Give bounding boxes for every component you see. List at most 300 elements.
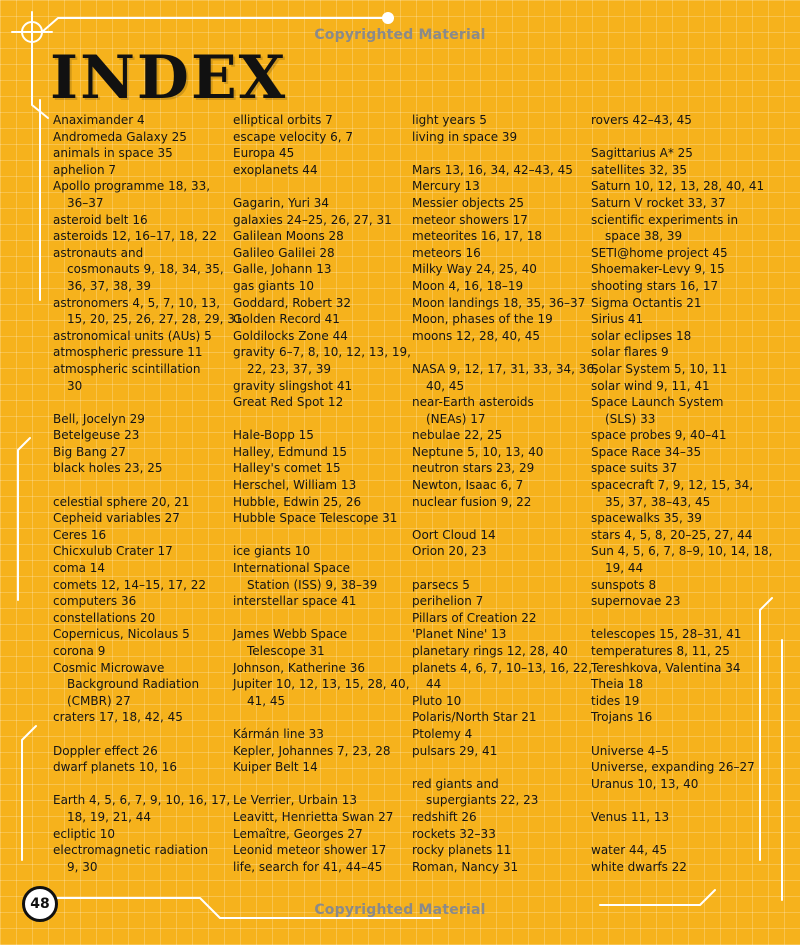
index-entry: [591, 261, 767, 278]
index-entry-text: Copernicus, Nicolaus 5: [53, 627, 190, 642]
index-entry-text: Mars 13, 16, 34, 42–43, 45: [412, 162, 573, 177]
index-entry: [233, 792, 409, 809]
index-entry: [412, 278, 588, 295]
index-entry-text: Great Red Spot 12: [233, 395, 344, 410]
index-entry: [591, 460, 767, 477]
index-entry: [591, 626, 767, 643]
index-entry: [412, 195, 588, 212]
index-entry: [233, 427, 409, 444]
index-entry: [53, 626, 229, 643]
index-entry: [591, 593, 767, 610]
index-entry-text: Sun 4, 5, 6, 7, 8–9, 10, 14, 18,: [591, 544, 773, 559]
index-entry: [591, 477, 767, 510]
index-entry-text: ecliptic 10: [53, 826, 115, 841]
index-entry: [53, 543, 229, 560]
letter-group-gap: [233, 527, 409, 544]
index-entry: [412, 660, 593, 693]
index-entry: [591, 842, 767, 859]
index-entry: [53, 212, 229, 229]
index-entry: [412, 693, 588, 710]
index-entry-text: solar eclipses 18: [591, 328, 692, 343]
index-entry: [233, 162, 409, 179]
index-entry-text: Space Launch System: [591, 395, 724, 410]
index-entry-continuation: 36–37: [67, 195, 104, 210]
index-entry: [233, 759, 409, 776]
index-column-1: [53, 112, 243, 875]
index-entry-text: astronomical units (AUs) 5: [53, 328, 212, 343]
index-entry-text: Tereshkova, Valentina 34: [591, 660, 741, 675]
index-entry-continuation: (SLS) 33: [605, 411, 656, 426]
index-entry-text: aphelion 7: [53, 162, 117, 177]
letter-group-gap: [53, 776, 229, 793]
index-entry-text: Goldilocks Zone 44: [233, 328, 348, 343]
index-entry-text: Kármán line 33: [233, 726, 324, 741]
index-entry-text: Polaris/North Star 21: [412, 710, 537, 725]
index-entry-text: satellites 32, 35: [591, 162, 688, 177]
index-entry: [412, 527, 588, 544]
index-entry-text: life, search for 41, 44–45: [233, 859, 383, 874]
index-entry-text: Neptune 5, 10, 13, 40: [412, 444, 544, 459]
index-entry: [53, 344, 229, 361]
letter-group-gap: [591, 826, 767, 843]
index-entry: [53, 295, 243, 328]
index-entry-text: planetary rings 12, 28, 40: [412, 644, 568, 658]
index-entry-continuation: 18, 19, 21, 44: [67, 809, 151, 824]
index-entry: [591, 178, 767, 195]
index-entry-text: temperatures 8, 11, 25: [591, 644, 730, 658]
letter-group-gap: [591, 726, 767, 743]
index-entry-text: redshift 26: [412, 809, 477, 824]
index-entry-text: space suits 37: [591, 461, 678, 476]
index-entry-text: Sagittarius A* 25: [591, 146, 693, 161]
index-entry-text: Gagarin, Yuri 34: [233, 195, 330, 210]
index-entry-text: Uranus 10, 13, 40: [591, 776, 699, 791]
index-entry-text: interstellar space 41: [233, 594, 357, 609]
index-entry: [53, 444, 229, 461]
index-entry-text: planets 4, 6, 7, 10–13, 16, 22,: [412, 660, 593, 675]
index-entry-text: Saturn V rocket 33, 37: [591, 195, 726, 210]
index-entry-text: Orion 20, 23: [412, 544, 487, 559]
index-entry: [53, 643, 229, 660]
index-entry: [591, 527, 767, 544]
index-entry-text: Shoemaker-Levy 9, 15: [591, 262, 725, 277]
index-entry-text: Cosmic Microwave: [53, 660, 165, 675]
index-entry-text: elliptical orbits 7: [233, 113, 333, 127]
index-entry-text: Galilean Moons 28: [233, 229, 344, 244]
index-entry: [233, 460, 409, 477]
index-entry: [591, 643, 767, 660]
index-entry: [412, 809, 588, 826]
index-entry: [412, 261, 588, 278]
index-entry: [233, 278, 409, 295]
index-entry-text: NASA 9, 12, 17, 31, 33, 34, 36,: [412, 361, 598, 376]
index-entry: [53, 178, 229, 211]
index-entry: [412, 593, 588, 610]
index-entry: [233, 295, 409, 312]
index-entry-text: nebulae 22, 25: [412, 428, 503, 443]
index-entry: [591, 145, 767, 162]
index-entry-continuation: (NEAs) 17: [426, 411, 486, 426]
index-entry-text: asteroid belt 16: [53, 212, 148, 227]
index-entry-text: Hubble Space Telescope 31: [233, 511, 398, 526]
index-entry-text: Ceres 16: [53, 527, 107, 542]
index-entry-text: Hale-Bopp 15: [233, 428, 314, 443]
index-entry: [412, 494, 588, 511]
index-entry: [233, 826, 409, 843]
index-entry: [591, 344, 767, 361]
index-entry-text: spacecraft 7, 9, 12, 15, 34,: [591, 478, 754, 493]
index-entry: [412, 842, 588, 859]
index-entry-text: Space Race 34–35: [591, 444, 702, 459]
index-entry: [233, 560, 409, 593]
index-entry: [233, 676, 409, 709]
index-entry: [233, 394, 409, 411]
index-entry-text: scientific experiments in: [591, 212, 739, 227]
index-entry: [591, 427, 767, 444]
index-entry: [591, 295, 767, 312]
index-entry: [233, 859, 409, 876]
index-entry-text: Moon landings 18, 35, 36–37: [412, 295, 586, 310]
letter-group-gap: [412, 510, 588, 527]
index-entry-text: rovers 42–43, 45: [591, 113, 692, 127]
index-entry: [591, 278, 767, 295]
index-entry-text: Le Verrier, Urbain 13: [233, 793, 357, 808]
index-entry: [591, 394, 767, 427]
index-entry: [412, 394, 588, 427]
index-entry-text: shooting stars 16, 17: [591, 278, 719, 293]
index-entry-text: animals in space 35: [53, 146, 173, 161]
index-entry-text: Cepheid variables 27: [53, 511, 180, 526]
index-entry: [412, 295, 588, 312]
index-entry: [233, 145, 409, 162]
index-entry: [412, 643, 588, 660]
index-entry-text: light years 5: [412, 113, 487, 127]
index-entry: [53, 709, 229, 726]
index-column-3: [412, 112, 598, 875]
index-entry: [412, 776, 588, 809]
index-entry: [53, 826, 229, 843]
index-entry: [412, 543, 588, 560]
index-entry: [591, 543, 773, 576]
index-entry: [591, 361, 767, 378]
index-entry-text: Milky Way 24, 25, 40: [412, 262, 537, 277]
index-entry-text: rocky planets 11: [412, 843, 512, 858]
index-entry: [53, 792, 229, 825]
index-entry-text: gas giants 10: [233, 278, 314, 293]
index-entry-text: parsecs 5: [412, 577, 470, 592]
index-entry-text: ice giants 10: [233, 544, 311, 559]
index-entry-text: escape velocity 6, 7: [233, 129, 354, 144]
index-entry-continuation: 15, 20, 25, 26, 27, 28, 29, 31: [67, 312, 243, 327]
index-entry: [53, 660, 229, 710]
index-entry: [591, 212, 767, 245]
index-entry-text: International Space: [233, 561, 350, 576]
index-entry-text: Apollo programme 18, 33,: [53, 179, 211, 194]
index-entry-text: Pluto 10: [412, 693, 462, 708]
index-entry: [233, 842, 409, 859]
index-entry-continuation: 19, 44: [605, 561, 644, 576]
index-entry-text: meteors 16: [412, 245, 481, 260]
index-entry: [412, 311, 588, 328]
index-entry: [591, 195, 767, 212]
index-entry-text: moons 12, 28, 40, 45: [412, 328, 541, 343]
index-entry-text: nuclear fusion 9, 22: [412, 494, 532, 509]
index-entry: [412, 460, 588, 477]
letter-group-gap: [233, 178, 409, 195]
index-entry-continuation: 35, 37, 38–43, 45: [605, 494, 711, 509]
letter-group-gap: [233, 411, 409, 428]
index-entry-continuation: Background Radiation: [67, 677, 200, 692]
index-entry-text: Newton, Isaac 6, 7: [412, 478, 524, 493]
index-entry-text: James Webb Space: [233, 627, 348, 642]
index-entry-text: Saturn 10, 12, 13, 28, 40, 41: [591, 179, 765, 194]
index-entry: [53, 245, 229, 295]
index-entry-text: gravity 6–7, 8, 10, 12, 13, 19,: [233, 345, 411, 360]
index-entry: [233, 660, 409, 677]
index-entry-text: Galileo Galilei 28: [233, 245, 335, 260]
index-entry: [412, 178, 588, 195]
index-entry-text: constellations 20: [53, 610, 156, 625]
index-entry: [412, 826, 588, 843]
index-entry-text: Doppler effect 26: [53, 743, 158, 758]
index-entry: [233, 129, 409, 146]
index-entry: [233, 494, 409, 511]
index-entry: [591, 809, 767, 826]
index-entry-text: Moon 4, 16, 18–19: [412, 278, 524, 293]
index-entry: [591, 859, 767, 876]
index-entry-text: dwarf planets 10, 16: [53, 760, 177, 775]
index-entry-text: Halley, Edmund 15: [233, 444, 347, 459]
index-entry: [233, 344, 409, 377]
index-entry: [53, 145, 229, 162]
index-entry: [233, 510, 409, 527]
letter-group-gap: [53, 726, 229, 743]
index-entry-text: water 44, 45: [591, 843, 668, 858]
index-entry-text: near-Earth asteroids: [412, 395, 534, 410]
letter-group-gap: [233, 776, 409, 793]
index-entry-text: Anaximander 4: [53, 113, 145, 127]
index-entry-continuation: (CMBR) 27: [67, 693, 131, 708]
index-entry-text: coma 14: [53, 561, 106, 576]
index-entry-text: astronomers 4, 5, 7, 10, 13,: [53, 295, 221, 310]
index-entry-continuation: 41, 45: [247, 693, 286, 708]
index-entry: [53, 494, 229, 511]
page-number-badge: 48: [22, 886, 58, 922]
index-entry-continuation: 36, 37, 38, 39: [67, 278, 151, 293]
index-entry-continuation: supergiants 22, 23: [426, 793, 539, 808]
index-entry: [233, 261, 409, 278]
index-entry: [412, 577, 588, 594]
index-entry: [591, 444, 767, 461]
index-entry: [53, 328, 229, 345]
index-entry-text: Hubble, Edwin 25, 26: [233, 494, 362, 509]
index-entry-text: Goddard, Robert 32: [233, 295, 352, 310]
index-entry-text: Bell, Jocelyn 29: [53, 411, 145, 426]
index-entry-text: Pillars of Creation 22: [412, 610, 537, 625]
letter-group-gap: [412, 145, 588, 162]
index-entry: [412, 112, 588, 129]
index-entry-text: meteor showers 17: [412, 212, 528, 227]
index-entry: [412, 427, 588, 444]
index-entry-text: Halley's comet 15: [233, 461, 341, 476]
index-entry-text: exoplanets 44: [233, 162, 318, 177]
index-entry: [412, 162, 588, 179]
letter-group-gap: [233, 610, 409, 627]
index-entry: [53, 743, 229, 760]
index-entry-text: pulsars 29, 41: [412, 743, 498, 758]
index-entry: [53, 577, 229, 594]
index-entry-text: Roman, Nancy 31: [412, 859, 519, 874]
index-entry-text: Betelgeuse 23: [53, 428, 140, 443]
index-entry: [591, 693, 767, 710]
index-entry-text: Kepler, Johannes 7, 23, 28: [233, 743, 391, 758]
index-entry-text: solar flares 9: [591, 345, 669, 360]
index-entry-text: black holes 23, 25: [53, 461, 163, 476]
index-entry: [53, 460, 229, 477]
index-entry-text: asteroids 12, 16–17, 18, 22: [53, 229, 217, 244]
index-entry-text: 'Planet Nine' 13: [412, 627, 507, 642]
index-entry-text: gravity slingshot 41: [233, 378, 353, 393]
index-entry-text: stars 4, 5, 8, 20–25, 27, 44: [591, 527, 753, 542]
index-entry: [233, 212, 409, 229]
index-entry-continuation: 40, 45: [426, 378, 465, 393]
index-entry: [412, 709, 588, 726]
index-entry: [233, 743, 409, 760]
index-entry-text: perihelion 7: [412, 594, 484, 609]
index-entry: [591, 510, 767, 527]
index-entry: [233, 328, 409, 345]
index-column-2: [233, 112, 409, 875]
index-entry-text: Trojans 16: [591, 710, 653, 725]
index-entry: [53, 510, 229, 527]
letter-group-gap: [53, 394, 229, 411]
index-entry-text: Sirius 41: [591, 312, 644, 327]
index-entry-text: Universe 4–5: [591, 743, 669, 758]
index-entry: [591, 709, 767, 726]
index-entry-text: telescopes 15, 28–31, 41: [591, 627, 742, 642]
index-entry: [591, 328, 767, 345]
index-entry-text: Earth 4, 5, 6, 7, 9, 10, 16, 17,: [53, 793, 231, 808]
index-entry-text: Jupiter 10, 12, 13, 15, 28, 40,: [233, 677, 410, 692]
index-entry: [233, 809, 409, 826]
index-entry-continuation: Station (ISS) 9, 38–39: [247, 577, 378, 592]
letter-group-gap: [591, 610, 767, 627]
index-entry: [53, 527, 229, 544]
index-entry-text: galaxies 24–25, 26, 27, 31: [233, 212, 392, 227]
index-entry: [233, 311, 409, 328]
index-entry: [53, 842, 229, 875]
index-entry-text: corona 9: [53, 644, 106, 658]
copyright-notice-top: Copyrighted Material: [314, 27, 486, 43]
index-entry: [233, 593, 409, 610]
index-entry: [233, 543, 409, 560]
index-entry-text: Lemaître, Georges 27: [233, 826, 363, 841]
index-entry-text: Sigma Octantis 21: [591, 295, 702, 310]
index-entry: [53, 427, 229, 444]
index-entry: [412, 245, 588, 262]
index-entry-text: Moon, phases of the 19: [412, 312, 553, 327]
index-entry: [412, 328, 588, 345]
index-entry-text: rockets 32–33: [412, 826, 496, 841]
index-entry: [591, 162, 767, 179]
index-entry: [412, 477, 588, 494]
index-entry: [591, 112, 767, 129]
letter-group-gap: [412, 759, 588, 776]
letter-group-gap: [412, 560, 588, 577]
index-entry: [412, 726, 588, 743]
index-entry-text: living in space 39: [412, 129, 518, 144]
index-entry: [53, 112, 229, 129]
index-entry-text: Oort Cloud 14: [412, 527, 496, 542]
index-entry-text: Andromeda Galaxy 25: [53, 129, 187, 144]
index-entry-text: Chicxulub Crater 17: [53, 544, 173, 559]
index-entry-text: astronauts and: [53, 245, 144, 260]
index-entry: [233, 195, 409, 212]
index-entry-text: Messier objects 25: [412, 195, 525, 210]
index-entry: [412, 212, 588, 229]
index-entry-continuation: 44: [426, 677, 442, 692]
letter-group-gap: [233, 709, 409, 726]
index-entry-text: Solar System 5, 10, 11: [591, 361, 728, 376]
index-entry: [233, 378, 409, 395]
index-entry-text: spacewalks 35, 39: [591, 511, 702, 526]
letter-group-gap: [591, 792, 767, 809]
index-entry-text: solar wind 9, 11, 41: [591, 378, 710, 393]
index-entry: [233, 626, 409, 659]
index-entry-text: comets 12, 14–15, 17, 22: [53, 577, 207, 592]
copyright-notice-bottom: Copyrighted Material: [314, 902, 486, 918]
index-entry: [53, 361, 229, 394]
index-entry-continuation: cosmonauts 9, 18, 34, 35,: [67, 262, 224, 277]
index-entry: [412, 129, 588, 146]
index-entry: [591, 660, 767, 677]
index-entry: [591, 743, 767, 760]
index-entry-continuation: space 38, 39: [605, 229, 683, 244]
index-entry-text: Big Bang 27: [53, 444, 126, 459]
index-column-4: [591, 112, 773, 875]
index-entry: [591, 311, 767, 328]
page-title: INDEX: [50, 43, 288, 113]
index-entry-continuation: Telescope 31: [247, 644, 325, 658]
index-entry-text: Golden Record 41: [233, 312, 340, 327]
index-entry-text: white dwarfs 22: [591, 859, 687, 874]
index-entry-text: Kuiper Belt 14: [233, 760, 318, 775]
index-entry-text: Europa 45: [233, 146, 295, 161]
index-entry: [591, 776, 767, 793]
index-entry: [412, 228, 588, 245]
index-entry: [591, 245, 767, 262]
index-entry-text: meteorites 16, 17, 18: [412, 229, 542, 244]
index-entry: [233, 112, 409, 129]
index-entry-text: Ptolemy 4: [412, 726, 473, 741]
index-entry-text: Galle, Johann 13: [233, 262, 332, 277]
index-entry-text: Leonid meteor shower 17: [233, 843, 387, 858]
index-entry: [412, 626, 588, 643]
index-entry: [53, 610, 229, 627]
index-entry: [233, 444, 409, 461]
index-entry-text: Johnson, Katherine 36: [233, 660, 365, 675]
index-entry: [53, 228, 229, 245]
index-entry-continuation: 30: [67, 378, 83, 393]
index-entry: [233, 228, 409, 245]
index-entry-text: Herschel, William 13: [233, 478, 357, 493]
index-entry: [233, 245, 409, 262]
index-entry: [233, 726, 409, 743]
index-entry-text: computers 36: [53, 594, 137, 609]
index-entry-text: Theia 18: [591, 677, 644, 692]
index-entry-text: red giants and: [412, 776, 499, 791]
index-entry-continuation: 22, 23, 37, 39: [247, 361, 331, 376]
